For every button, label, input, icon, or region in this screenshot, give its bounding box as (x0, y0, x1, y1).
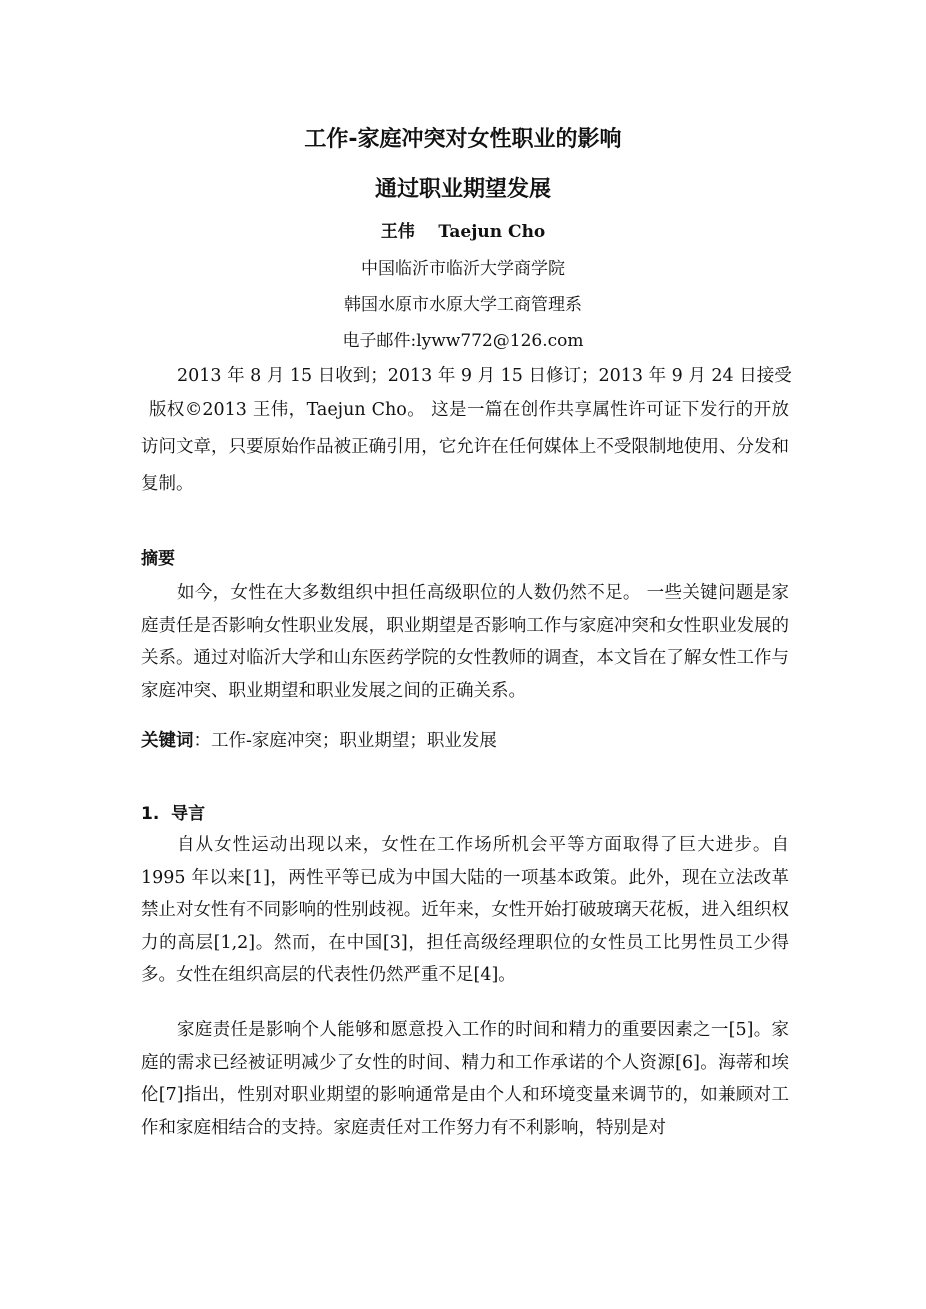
abstract-heading: 摘要 (141, 549, 175, 569)
affiliation-1: 中国临沂市临沂大学商学院 (361, 259, 565, 279)
paper-title-line2: 通过职业期望发展 (374, 177, 551, 202)
received-dates: 2013 年 8 月 15 日收到；2013 年 9 月 15 日修订；2013 年 9 月 24 日接受 (177, 366, 792, 386)
affiliation-2: 韩国水原市水原大学工商管理系 (344, 295, 582, 315)
keywords-line (141, 727, 497, 752)
copyright-notice: 版权©2013 王伟，Taejun Cho。 这是一篇在创作共享属性许可证下发行的开放访问文章，只要原始作品被正确引用，它允许在任何媒体上不受限制地使用、分发和复制。 (141, 400, 789, 494)
intro-paragraph-2: 家庭责任是影响个人能够和愿意投入工作的时间和精力的重要因素之一[5]。家庭的需求已经被证明减少了女性的时间、精力和工作承诺的个人资源[6]。海蒂和埃伦[7]指出，性别对职业期望的影响通常是由个人和环境变量来调节的，如兼顾对工作和家庭相结合的支持。家庭责任对工作努力有不利影响，特别是对 (141, 1020, 789, 1138)
keywords: ：工作-家庭冲突；职业期望；职业发展 (193, 731, 497, 751)
paper-title-line1: 工作-家庭冲突对女性职业的影响 (304, 127, 622, 152)
authors: 王伟 Taejun Cho (380, 222, 546, 242)
intro-paragraph-1: 自从女性运动出现以来，女性在工作场所机会平等方面取得了巨大进步。自 1995 年以来[1]，两性平等已成为中国大陆的一项基本政策。此外，现在立法改革禁止对女性有不同影响的性别歧视。近年来，女性开始打破玻璃天花板，进入组织权力的高层[1,2]。然而，在中国[3]，担任高级经理职位的女性员工比男性员工少得多。女性在组织高层的代表性仍然严重不足[4]。 (141, 835, 789, 985)
keywords-label: 关键词 (141, 731, 194, 751)
intro-heading: 1. 导言 (141, 804, 206, 824)
email: 电子邮件:lyww772@126.com (342, 331, 584, 351)
abstract-text: 如今，女性在大多数组织中担任高级职位的人数仍然不足。 一些关键问题是家庭责任是否影响女性职业发展，职业期望是否影响工作与家庭冲突和女性职业发展的关系。通过对临沂大学和山东医药学院的女性教师的调查，本文旨在了解女性工作与家庭冲突、职业期望和职业发展之间的正确关系。 (141, 583, 789, 701)
